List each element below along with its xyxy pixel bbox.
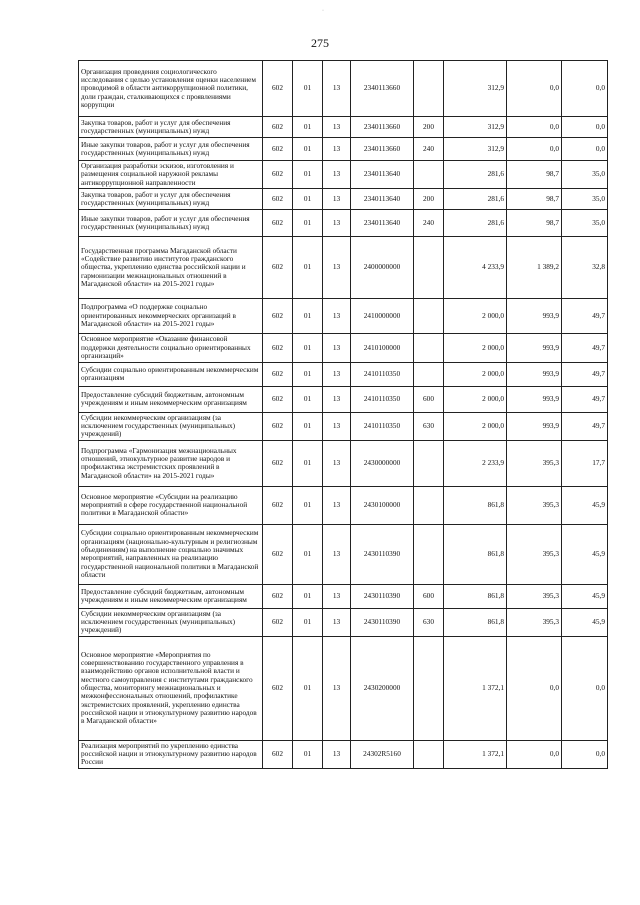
row-percent: 45,9 bbox=[562, 524, 608, 584]
row-csr: 2400000000 bbox=[351, 236, 414, 298]
row-percent: 35,0 bbox=[562, 188, 608, 209]
row-vr: 240 bbox=[414, 209, 444, 236]
row-ved: 602 bbox=[263, 236, 293, 298]
row-csr: 2430110390 bbox=[351, 524, 414, 584]
table-row bbox=[79, 117, 608, 138]
row-csr: 2410110350 bbox=[351, 362, 414, 386]
row-amount-actual: 395,3 bbox=[507, 524, 562, 584]
row-vr: 630 bbox=[414, 608, 444, 636]
budget-table bbox=[78, 60, 608, 769]
row-csr: 2430110390 bbox=[351, 584, 414, 608]
row-name: Основное мероприятие «Оказание финансовой поддержки деятельности социально ориентированных организаций» bbox=[79, 333, 263, 362]
table-row bbox=[79, 236, 608, 298]
row-amount-plan: 2 233,9 bbox=[444, 440, 507, 486]
row-percent: 49,7 bbox=[562, 333, 608, 362]
row-vr bbox=[414, 298, 444, 333]
row-amount-actual: 993,9 bbox=[507, 386, 562, 412]
row-percent: 0,0 bbox=[562, 636, 608, 740]
row-amount-actual: 993,9 bbox=[507, 333, 562, 362]
row-amount-actual: 1 389,2 bbox=[507, 236, 562, 298]
row-csr: 2430100000 bbox=[351, 486, 414, 524]
row-rz: 01 bbox=[293, 440, 323, 486]
row-name: Субсидии социально ориентированным некоммерческим организациям (национально-культурным и религиозным объединениям) на выполнение социально значимых мероприятий, направленных на реализацию государственной национальной политики в Магаданской области bbox=[79, 524, 263, 584]
row-csr: 2410100000 bbox=[351, 333, 414, 362]
row-name: Закупка товаров, работ и услуг для обеспечения государственных (муниципальных) нужд bbox=[79, 117, 263, 138]
row-amount-actual: 395,3 bbox=[507, 486, 562, 524]
row-percent: 45,9 bbox=[562, 486, 608, 524]
row-percent: 0,0 bbox=[562, 61, 608, 117]
scan-mark: · bbox=[322, 8, 324, 14]
row-csr: 2340113660 bbox=[351, 138, 414, 161]
row-ved: 602 bbox=[263, 440, 293, 486]
row-pr: 13 bbox=[323, 636, 351, 740]
row-amount-plan: 1 372,1 bbox=[444, 740, 507, 768]
row-pr: 13 bbox=[323, 584, 351, 608]
row-rz: 01 bbox=[293, 298, 323, 333]
row-pr: 13 bbox=[323, 486, 351, 524]
row-csr: 2340113640 bbox=[351, 188, 414, 209]
row-rz: 01 bbox=[293, 188, 323, 209]
row-ved: 602 bbox=[263, 138, 293, 161]
row-csr: 2430110390 bbox=[351, 608, 414, 636]
row-name: Иные закупки товаров, работ и услуг для обеспечения государственных (муниципальных) нужд bbox=[79, 138, 263, 161]
row-pr: 13 bbox=[323, 209, 351, 236]
row-amount-plan: 2 000,0 bbox=[444, 412, 507, 440]
row-rz: 01 bbox=[293, 333, 323, 362]
row-csr: 2340113660 bbox=[351, 61, 414, 117]
row-ved: 602 bbox=[263, 636, 293, 740]
row-rz: 01 bbox=[293, 412, 323, 440]
row-rz: 01 bbox=[293, 138, 323, 161]
row-vr: 200 bbox=[414, 117, 444, 138]
row-name: Субсидии некоммерческим организациям (за исключением государственных (муниципальных) учреждений) bbox=[79, 608, 263, 636]
row-amount-plan: 861,8 bbox=[444, 608, 507, 636]
row-name: Подпрограмма «О поддержке социально ориентированных некоммерческих организаций в Магаданской области» на 2015-2021 годы» bbox=[79, 298, 263, 333]
row-amount-actual: 993,9 bbox=[507, 298, 562, 333]
row-amount-plan: 861,8 bbox=[444, 584, 507, 608]
row-amount-plan: 2 000,0 bbox=[444, 298, 507, 333]
table-row bbox=[79, 440, 608, 486]
row-pr: 13 bbox=[323, 161, 351, 189]
row-vr: 600 bbox=[414, 386, 444, 412]
row-pr: 13 bbox=[323, 386, 351, 412]
row-pr: 13 bbox=[323, 117, 351, 138]
row-amount-actual: 395,3 bbox=[507, 608, 562, 636]
row-csr: 2430000000 bbox=[351, 440, 414, 486]
row-rz: 01 bbox=[293, 740, 323, 768]
row-amount-plan: 2 000,0 bbox=[444, 386, 507, 412]
row-rz: 01 bbox=[293, 236, 323, 298]
table-row bbox=[79, 386, 608, 412]
table-row bbox=[79, 362, 608, 386]
row-amount-plan: 2 000,0 bbox=[444, 333, 507, 362]
row-rz: 01 bbox=[293, 486, 323, 524]
table-row bbox=[79, 412, 608, 440]
row-vr: 600 bbox=[414, 584, 444, 608]
row-name: Основное мероприятие «Субсидии на реализацию мероприятий в сфере государственной национальной политики в Магаданской области» bbox=[79, 486, 263, 524]
row-name: Организация проведения социологического исследования с целью установления оценки населением проводимой в области антикоррупционной политики, доли граждан, сталкивающихся с проявлениями коррупции bbox=[79, 61, 263, 117]
page-number: 275 bbox=[311, 36, 329, 50]
row-csr: 2430200000 bbox=[351, 636, 414, 740]
row-pr: 13 bbox=[323, 333, 351, 362]
row-percent: 0,0 bbox=[562, 138, 608, 161]
row-percent: 17,7 bbox=[562, 440, 608, 486]
row-amount-plan: 312,9 bbox=[444, 61, 507, 117]
row-name: Субсидии некоммерческим организациям (за исключением государственных (муниципальных) учреждений) bbox=[79, 412, 263, 440]
row-percent: 0,0 bbox=[562, 740, 608, 768]
row-percent: 32,8 bbox=[562, 236, 608, 298]
row-ved: 602 bbox=[263, 486, 293, 524]
row-ved: 602 bbox=[263, 608, 293, 636]
row-vr bbox=[414, 486, 444, 524]
row-amount-actual: 0,0 bbox=[507, 61, 562, 117]
row-csr: 2410000000 bbox=[351, 298, 414, 333]
table-row bbox=[79, 188, 608, 209]
row-rz: 01 bbox=[293, 161, 323, 189]
row-percent: 0,0 bbox=[562, 117, 608, 138]
row-amount-actual: 98,7 bbox=[507, 161, 562, 189]
row-ved: 602 bbox=[263, 412, 293, 440]
row-name: Субсидии социально ориентированным некоммерческим организациям bbox=[79, 362, 263, 386]
row-ved: 602 bbox=[263, 117, 293, 138]
row-amount-plan: 1 372,1 bbox=[444, 636, 507, 740]
row-vr: 240 bbox=[414, 138, 444, 161]
row-amount-actual: 98,7 bbox=[507, 188, 562, 209]
row-name: Предоставление субсидий бюджетным, автономным учреждениям и иным некоммерческим организациям bbox=[79, 584, 263, 608]
row-rz: 01 bbox=[293, 209, 323, 236]
table-row bbox=[79, 161, 608, 189]
row-name: Подпрограмма «Гармонизация межнациональных отношений, этнокультурное развитие народов и профилактика экстремистских проявлений в Магаданской области» на 2015-2021 годы» bbox=[79, 440, 263, 486]
row-name: Основное мероприятие «Мероприятия по совершенствованию государственного управления в взаимодействию органов исполнительной власти и местного самоуправления с институтами гражданского общества, мониторингу межнациональных и межконфессиональных отношений, профилактике экстремистских проявлений, укреплению единства российской нации и этнокультурному развитию народов в Магаданской области» bbox=[79, 636, 263, 740]
row-ved: 602 bbox=[263, 209, 293, 236]
row-name: Государственная программа Магаданской области «Содействие развитию институтов гражданского общества, укреплению единства российской нации и гармонизации межнациональных отношений в Магаданской области» на 2015-2021 годы» bbox=[79, 236, 263, 298]
table-row bbox=[79, 209, 608, 236]
row-ved: 602 bbox=[263, 362, 293, 386]
row-amount-plan: 4 233,9 bbox=[444, 236, 507, 298]
row-vr bbox=[414, 362, 444, 386]
row-ved: 602 bbox=[263, 386, 293, 412]
table-row bbox=[79, 740, 608, 768]
row-csr: 2410110350 bbox=[351, 412, 414, 440]
row-vr: 200 bbox=[414, 188, 444, 209]
table-row bbox=[79, 298, 608, 333]
row-ved: 602 bbox=[263, 188, 293, 209]
row-csr: 2340113640 bbox=[351, 209, 414, 236]
row-pr: 13 bbox=[323, 188, 351, 209]
row-rz: 01 bbox=[293, 608, 323, 636]
row-amount-plan: 861,8 bbox=[444, 524, 507, 584]
row-rz: 01 bbox=[293, 362, 323, 386]
row-csr: 24302R5160 bbox=[351, 740, 414, 768]
row-pr: 13 bbox=[323, 740, 351, 768]
table-row bbox=[79, 61, 608, 117]
row-amount-actual: 395,3 bbox=[507, 440, 562, 486]
row-percent: 49,7 bbox=[562, 386, 608, 412]
table-row bbox=[79, 636, 608, 740]
row-amount-actual: 993,9 bbox=[507, 412, 562, 440]
row-name: Организация разработки эскизов, изготовления и размещения социальной наружной рекламы антикоррупционной направленности bbox=[79, 161, 263, 189]
row-pr: 13 bbox=[323, 412, 351, 440]
row-csr: 2410110350 bbox=[351, 386, 414, 412]
table-row bbox=[79, 584, 608, 608]
row-ved: 602 bbox=[263, 524, 293, 584]
row-ved: 602 bbox=[263, 740, 293, 768]
row-vr bbox=[414, 333, 444, 362]
row-percent: 45,9 bbox=[562, 608, 608, 636]
row-ved: 602 bbox=[263, 584, 293, 608]
row-percent: 45,9 bbox=[562, 584, 608, 608]
row-vr bbox=[414, 636, 444, 740]
row-amount-actual: 0,0 bbox=[507, 117, 562, 138]
row-ved: 602 bbox=[263, 298, 293, 333]
row-rz: 01 bbox=[293, 117, 323, 138]
row-vr bbox=[414, 524, 444, 584]
row-pr: 13 bbox=[323, 524, 351, 584]
row-percent: 49,7 bbox=[562, 412, 608, 440]
row-name: Закупка товаров, работ и услуг для обеспечения государственных (муниципальных) нужд bbox=[79, 188, 263, 209]
row-vr bbox=[414, 61, 444, 117]
row-ved: 602 bbox=[263, 61, 293, 117]
row-rz: 01 bbox=[293, 61, 323, 117]
row-name: Иные закупки товаров, работ и услуг для обеспечения государственных (муниципальных) нужд bbox=[79, 209, 263, 236]
table-row bbox=[79, 486, 608, 524]
row-pr: 13 bbox=[323, 298, 351, 333]
row-amount-plan: 281,6 bbox=[444, 188, 507, 209]
row-amount-actual: 98,7 bbox=[507, 209, 562, 236]
row-percent: 49,7 bbox=[562, 298, 608, 333]
row-vr bbox=[414, 740, 444, 768]
row-amount-plan: 861,8 bbox=[444, 486, 507, 524]
row-rz: 01 bbox=[293, 584, 323, 608]
table-row bbox=[79, 333, 608, 362]
row-csr: 2340113660 bbox=[351, 117, 414, 138]
row-rz: 01 bbox=[293, 386, 323, 412]
row-amount-plan: 312,9 bbox=[444, 138, 507, 161]
row-pr: 13 bbox=[323, 61, 351, 117]
row-name: Реализация мероприятий по укреплению единства российской нации и этнокультурному развитию народов России bbox=[79, 740, 263, 768]
table-row bbox=[79, 524, 608, 584]
row-pr: 13 bbox=[323, 608, 351, 636]
row-vr bbox=[414, 236, 444, 298]
row-amount-plan: 281,6 bbox=[444, 209, 507, 236]
row-amount-actual: 0,0 bbox=[507, 636, 562, 740]
row-vr bbox=[414, 440, 444, 486]
row-percent: 35,0 bbox=[562, 161, 608, 189]
row-vr: 630 bbox=[414, 412, 444, 440]
table-row bbox=[79, 138, 608, 161]
row-csr: 2340113640 bbox=[351, 161, 414, 189]
row-ved: 602 bbox=[263, 161, 293, 189]
table-row bbox=[79, 608, 608, 636]
row-pr: 13 bbox=[323, 362, 351, 386]
row-amount-actual: 0,0 bbox=[507, 740, 562, 768]
row-pr: 13 bbox=[323, 236, 351, 298]
row-amount-plan: 2 000,0 bbox=[444, 362, 507, 386]
row-percent: 49,7 bbox=[562, 362, 608, 386]
row-amount-plan: 281,6 bbox=[444, 161, 507, 189]
row-amount-actual: 0,0 bbox=[507, 138, 562, 161]
row-percent: 35,0 bbox=[562, 209, 608, 236]
row-ved: 602 bbox=[263, 333, 293, 362]
row-amount-actual: 395,3 bbox=[507, 584, 562, 608]
row-rz: 01 bbox=[293, 524, 323, 584]
row-amount-plan: 312,9 bbox=[444, 117, 507, 138]
row-vr bbox=[414, 161, 444, 189]
row-pr: 13 bbox=[323, 440, 351, 486]
row-rz: 01 bbox=[293, 636, 323, 740]
row-name: Предоставление субсидий бюджетным, автономным учреждениям и иным некоммерческим организациям bbox=[79, 386, 263, 412]
row-pr: 13 bbox=[323, 138, 351, 161]
row-amount-actual: 993,9 bbox=[507, 362, 562, 386]
